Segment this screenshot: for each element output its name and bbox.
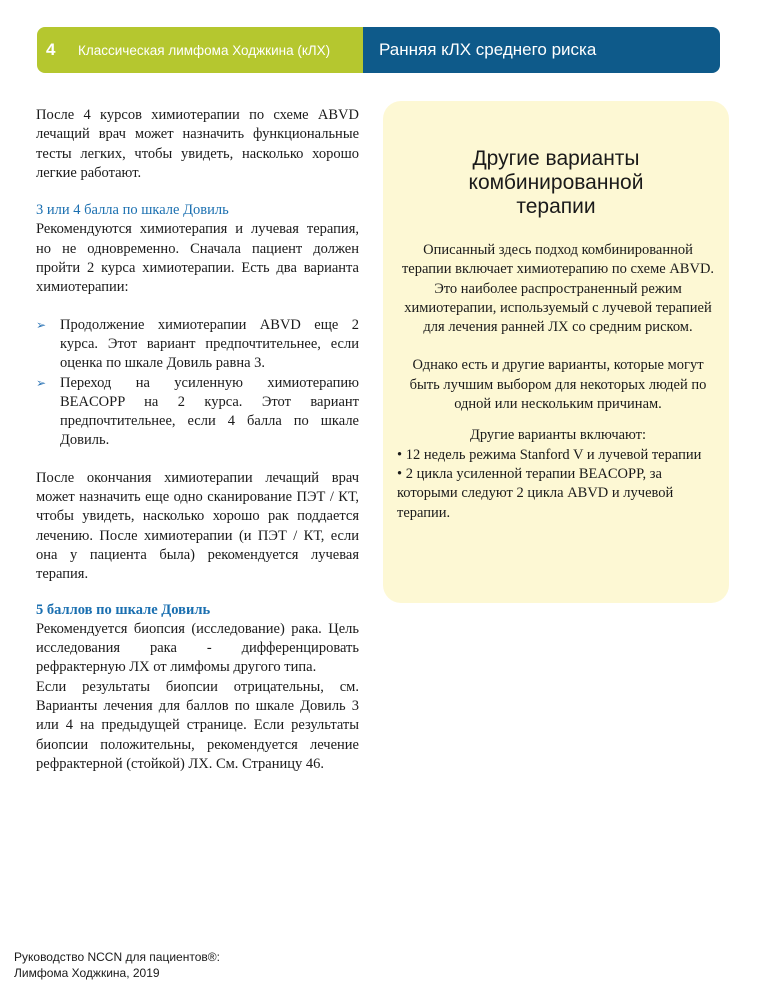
section-banner bbox=[363, 27, 720, 73]
deauville-3-4-paragraph: Рекомендуются химиотерапия и лучевая терапия, но не одновременно. Сначала пациент должен пройти 2 курса химиотерапии. Есть два варианта химиотерапии: bbox=[36, 221, 359, 296]
page-header bbox=[37, 27, 720, 73]
box-paragraph-1: Описанный здесь подход комбинированной терапии включает химиотерапию по схеме ABVD. Это наиболее распространенный режим химиотерапии, используемый с лучевой терапией для лечения ранней ЛХ со средним риском. bbox=[401, 242, 715, 336]
box-title: Другие варианты комбинированной терапии bbox=[468, 147, 644, 218]
page-footer bbox=[14, 949, 220, 981]
chemo-options-list bbox=[36, 316, 359, 451]
box-list-item: • 12 недель режима Stanford V и лучевой терапии bbox=[397, 446, 702, 463]
footer-line-2: Лимфома Ходжкина, 2019 bbox=[14, 966, 160, 980]
deauville-5-paragraph-1: Рекомендуется биопсия (исследование) рака. Цель исследования рака - дифференцировать рефрактерную ЛХ от лимфомы другого типа. bbox=[36, 620, 359, 676]
box-list-item: • 2 цикла усиленной терапии BEACOPP, за которыми следуют 2 цикла ABVD и лучевой терапии. bbox=[397, 465, 674, 521]
after-chemo-paragraph: После окончания химиотерапии лечащий врач может назначить еще одно сканирование ПЭТ / КТ, чтобы увидеть, насколько хорошо рак поддается лечению. После химиотерапии (и ПЭТ / КТ, если она у пациента была) рекомендуется лучевая терапия. bbox=[36, 469, 359, 583]
box-body bbox=[397, 241, 719, 523]
deauville-5-heading: 5 баллов по шкале Довиль bbox=[36, 601, 211, 618]
main-column bbox=[36, 106, 359, 774]
sidebar-box bbox=[383, 101, 729, 603]
deauville-3-4-heading: 3 или 4 балла по шкале Довиль bbox=[36, 202, 229, 219]
arrow-bullet-icon: ➢ bbox=[36, 375, 47, 390]
footer-line-1: Руководство NCCN для пациентов®: bbox=[14, 950, 220, 964]
deauville-5-paragraph-2: Если результаты биопсии отрицательны, см. Варианты лечения для баллов по шкале Довиль 3 или 4 на предыдущей странице. Если результаты биопсии положительны, рекомендуется лечение рефрактерной (стойкой) ЛХ. См. Страницу 46. bbox=[36, 678, 359, 772]
section-title: Ранняя кЛХ среднего риска bbox=[379, 40, 597, 59]
box-paragraph-3: Другие варианты включают: bbox=[469, 427, 647, 444]
box-paragraph-2: Однако есть и другие варианты, которые могут быть лучшим выбором для некоторых людей по одной или нескольким причинам. bbox=[409, 357, 707, 413]
chapter-banner bbox=[37, 27, 363, 73]
list-item: ➢ Продолжение химиотерапии ABVD еще 2 курса. Этот вариант предпочтительнее, если оценка по шкале Довиль равна 3. bbox=[36, 316, 359, 372]
intro-paragraph: После 4 курсов химиотерапии по схеме ABVD лечащий врач может назначить функциональные тесты легких, чтобы увидеть, насколько хорошо легкие работают. bbox=[36, 107, 359, 181]
arrow-bullet-icon: ➢ bbox=[36, 317, 47, 332]
chapter-title: Классическая лимфома Ходжкина (кЛХ) bbox=[78, 42, 331, 58]
list-item: ➢ Переход на усиленную химиотерапию BEACOPP на 2 курса. Этот вариант предпочтительнее, если 4 балла по шкале Довиль. bbox=[36, 374, 359, 449]
page-number: 4 bbox=[46, 40, 56, 59]
